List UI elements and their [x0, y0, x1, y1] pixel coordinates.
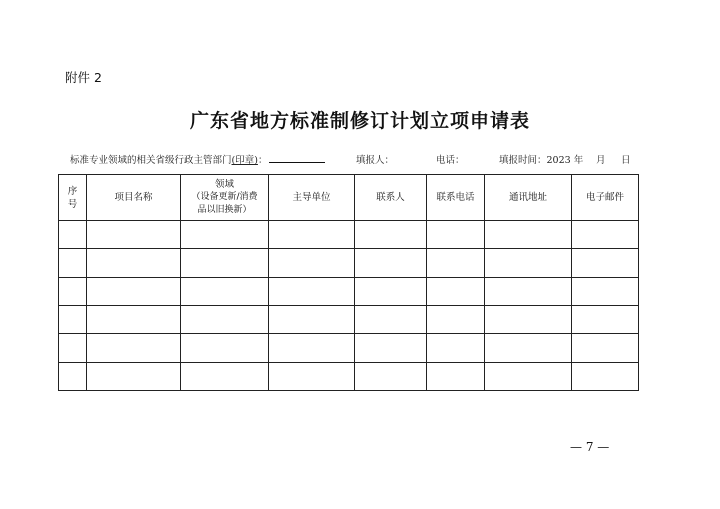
cell-address[interactable] [485, 277, 572, 305]
header-domain [181, 175, 269, 221]
cell-address[interactable] [485, 305, 572, 333]
month-label: 月 [596, 155, 606, 166]
cell-index[interactable] [59, 334, 87, 362]
filler-label: 填报人： [356, 155, 395, 166]
header-domain-line3: 品以旧换新） [197, 205, 252, 215]
department-colon: ： [257, 155, 268, 166]
cell-contact-phone[interactable] [427, 362, 485, 390]
cell-domain[interactable] [181, 277, 269, 305]
cell-contact-phone[interactable] [427, 305, 485, 333]
cell-contact[interactable] [355, 221, 427, 249]
cell-contact-phone[interactable] [427, 277, 485, 305]
phone-label: 电话： [436, 155, 465, 166]
cell-contact[interactable] [355, 249, 427, 277]
cell-address[interactable] [485, 334, 572, 362]
table-body [59, 221, 639, 391]
header-address: 通讯地址 [485, 175, 572, 221]
cell-email[interactable] [572, 249, 639, 277]
cell-index[interactable] [59, 277, 87, 305]
cell-lead-unit[interactable] [269, 334, 355, 362]
seal-label: (印章) [231, 155, 258, 166]
header-email: 电子邮件 [572, 175, 639, 221]
cell-project-name[interactable] [87, 334, 181, 362]
cell-domain[interactable] [181, 362, 269, 390]
header-lead-unit: 主导单位 [269, 175, 355, 221]
cell-contact[interactable] [355, 362, 427, 390]
cell-project-name[interactable] [87, 362, 181, 390]
cell-domain[interactable] [181, 305, 269, 333]
application-form-table [58, 174, 639, 391]
cell-contact-phone[interactable] [427, 249, 485, 277]
cell-lead-unit[interactable] [269, 305, 355, 333]
day-label: 日 [621, 155, 631, 166]
cell-contact[interactable] [355, 277, 427, 305]
header-index [59, 175, 87, 221]
cell-address[interactable] [485, 362, 572, 390]
cell-contact-phone[interactable] [427, 221, 485, 249]
header-contact: 联系人 [355, 175, 427, 221]
table-row [59, 305, 639, 333]
cell-index[interactable] [59, 221, 87, 249]
cell-email[interactable] [572, 221, 639, 249]
header-domain-line1: 领域 [214, 179, 234, 190]
header-contact-phone: 联系电话 [427, 175, 485, 221]
cell-project-name[interactable] [87, 249, 181, 277]
header-index-line1: 序 [67, 185, 78, 197]
table-row [59, 277, 639, 305]
date-label: 填报时间：2023 年 [499, 155, 584, 166]
table-row [59, 334, 639, 362]
cell-address[interactable] [485, 249, 572, 277]
form-title: 广东省地方标准制修订计划立项申请表 [189, 110, 530, 132]
cell-project-name[interactable] [87, 221, 181, 249]
cell-lead-unit[interactable] [269, 362, 355, 390]
cell-email[interactable] [572, 277, 639, 305]
cell-email[interactable] [572, 305, 639, 333]
department-label: 标准专业领域的相关省级行政主管部门 [70, 155, 232, 166]
page-number: — 7 — [570, 440, 610, 454]
department-field [70, 152, 325, 166]
table-header-row [59, 175, 639, 221]
department-blank[interactable] [269, 153, 325, 163]
header-index-line2: 号 [67, 198, 78, 210]
cell-domain[interactable] [181, 334, 269, 362]
cell-email[interactable] [572, 334, 639, 362]
cell-lead-unit[interactable] [269, 277, 355, 305]
cell-domain[interactable] [181, 221, 269, 249]
attachment-label: 附件 2 [65, 70, 102, 85]
cell-lead-unit[interactable] [269, 249, 355, 277]
header-project-name: 项目名称 [87, 175, 181, 221]
cell-index[interactable] [59, 362, 87, 390]
cell-contact[interactable] [355, 305, 427, 333]
cell-address[interactable] [485, 221, 572, 249]
cell-index[interactable] [59, 249, 87, 277]
table-row [59, 362, 639, 390]
cell-index[interactable] [59, 305, 87, 333]
cell-contact-phone[interactable] [427, 334, 485, 362]
cell-email[interactable] [572, 362, 639, 390]
cell-domain[interactable] [181, 249, 269, 277]
table-row [59, 249, 639, 277]
table-row [59, 221, 639, 249]
cell-project-name[interactable] [87, 277, 181, 305]
cell-project-name[interactable] [87, 305, 181, 333]
cell-contact[interactable] [355, 334, 427, 362]
cell-lead-unit[interactable] [269, 221, 355, 249]
header-domain-line2: （设备更新/消费 [191, 192, 258, 202]
